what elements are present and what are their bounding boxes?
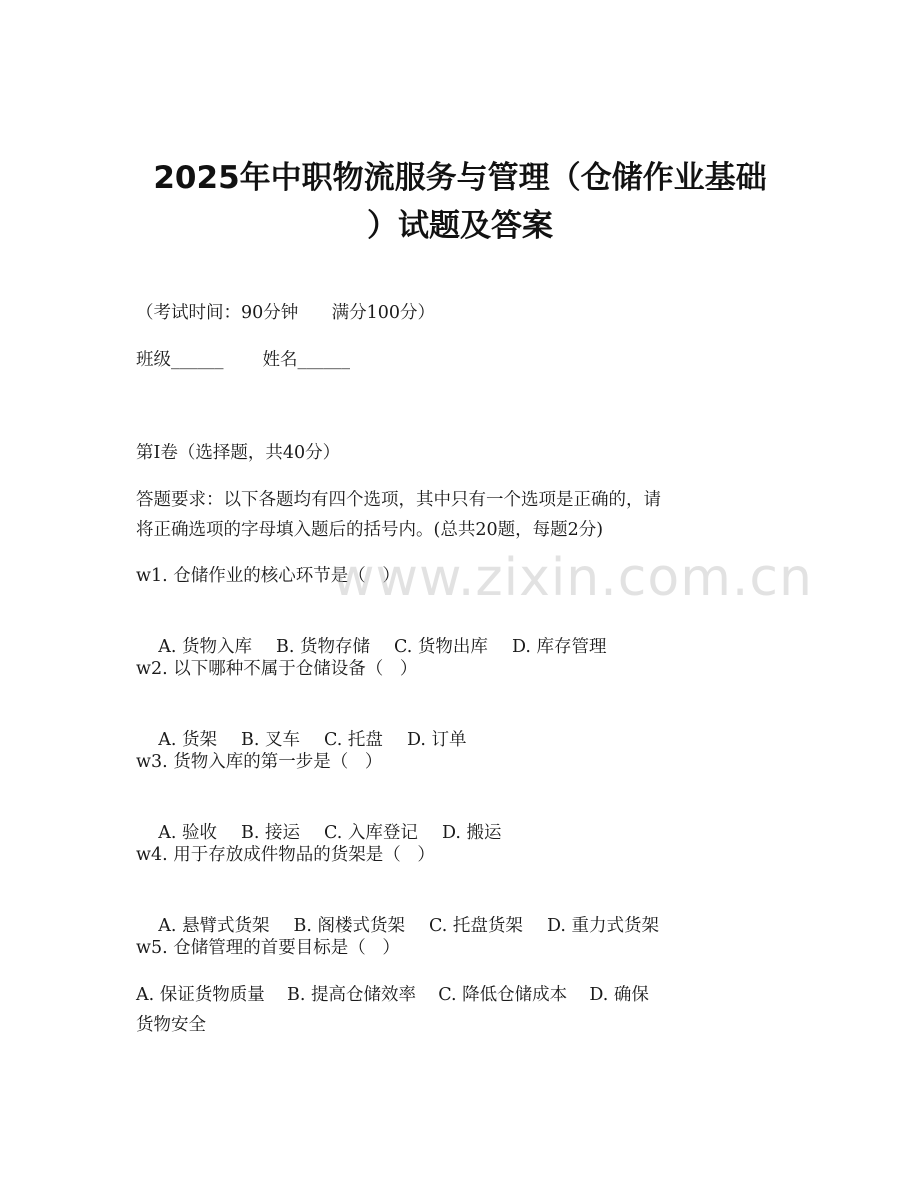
option-b: B. 接运	[241, 823, 301, 843]
option-d: D. 库存管理	[511, 637, 607, 657]
option-a: A. 货物入库	[158, 637, 253, 657]
section-heading: 第Ⅰ卷（选择题，共40分）	[136, 443, 341, 463]
question-stem: w5. 仓储管理的首要目标是（ ）	[136, 938, 400, 958]
option-c: C. 货物出库	[394, 637, 488, 657]
option-c: C. 托盘	[324, 730, 383, 750]
option-c: C. 入库登记	[324, 823, 418, 843]
watermark-text: www.zixin.com.cn	[332, 548, 813, 608]
question-stem: w2. 以下哪种不属于仓储设备（ ）	[136, 659, 418, 679]
instructions-line-2: 将正确选项的字母填入题后的括号内。(总共20题，每题2分)	[136, 520, 604, 540]
question-options-line-1: A. 保证货物质量 B. 提高仓储效率 C. 降低仓储成本 D. 确保	[136, 985, 649, 1005]
option-b: B. 阁楼式货架	[293, 916, 406, 936]
question-options-line-2: 货物安全	[136, 1015, 206, 1035]
exam-info: （考试时间：90分钟 满分100分）	[136, 303, 436, 323]
option-b: B. 叉车	[241, 730, 301, 750]
option-a: A. 验收	[158, 823, 218, 843]
option-d: D. 订单	[406, 730, 467, 750]
document-title-line-2: ）试题及答案	[367, 208, 553, 244]
option-d: D. 搬运	[441, 823, 502, 843]
class-name-fields: 班级______ 姓名______	[136, 350, 350, 370]
document-title-line-1: 2025年中职物流服务与管理（仓储作业基础	[153, 160, 767, 196]
question-stem: w1. 仓储作业的核心环节是（ ）	[136, 566, 400, 586]
option-a: A. 悬臂式货架	[158, 916, 270, 936]
option-d: D. 重力式货架	[546, 916, 659, 936]
question-stem: w3. 货物入库的第一步是（ ）	[136, 752, 383, 772]
question-stem: w4. 用于存放成件物品的货架是（ ）	[136, 845, 435, 865]
instructions-line-1: 答题要求：以下各题均有四个选项，其中只有一个选项是正确的，请	[136, 490, 661, 510]
option-b: B. 货物存储	[276, 637, 371, 657]
option-a: A. 货架	[158, 730, 218, 750]
option-c: C. 托盘货架	[429, 916, 523, 936]
